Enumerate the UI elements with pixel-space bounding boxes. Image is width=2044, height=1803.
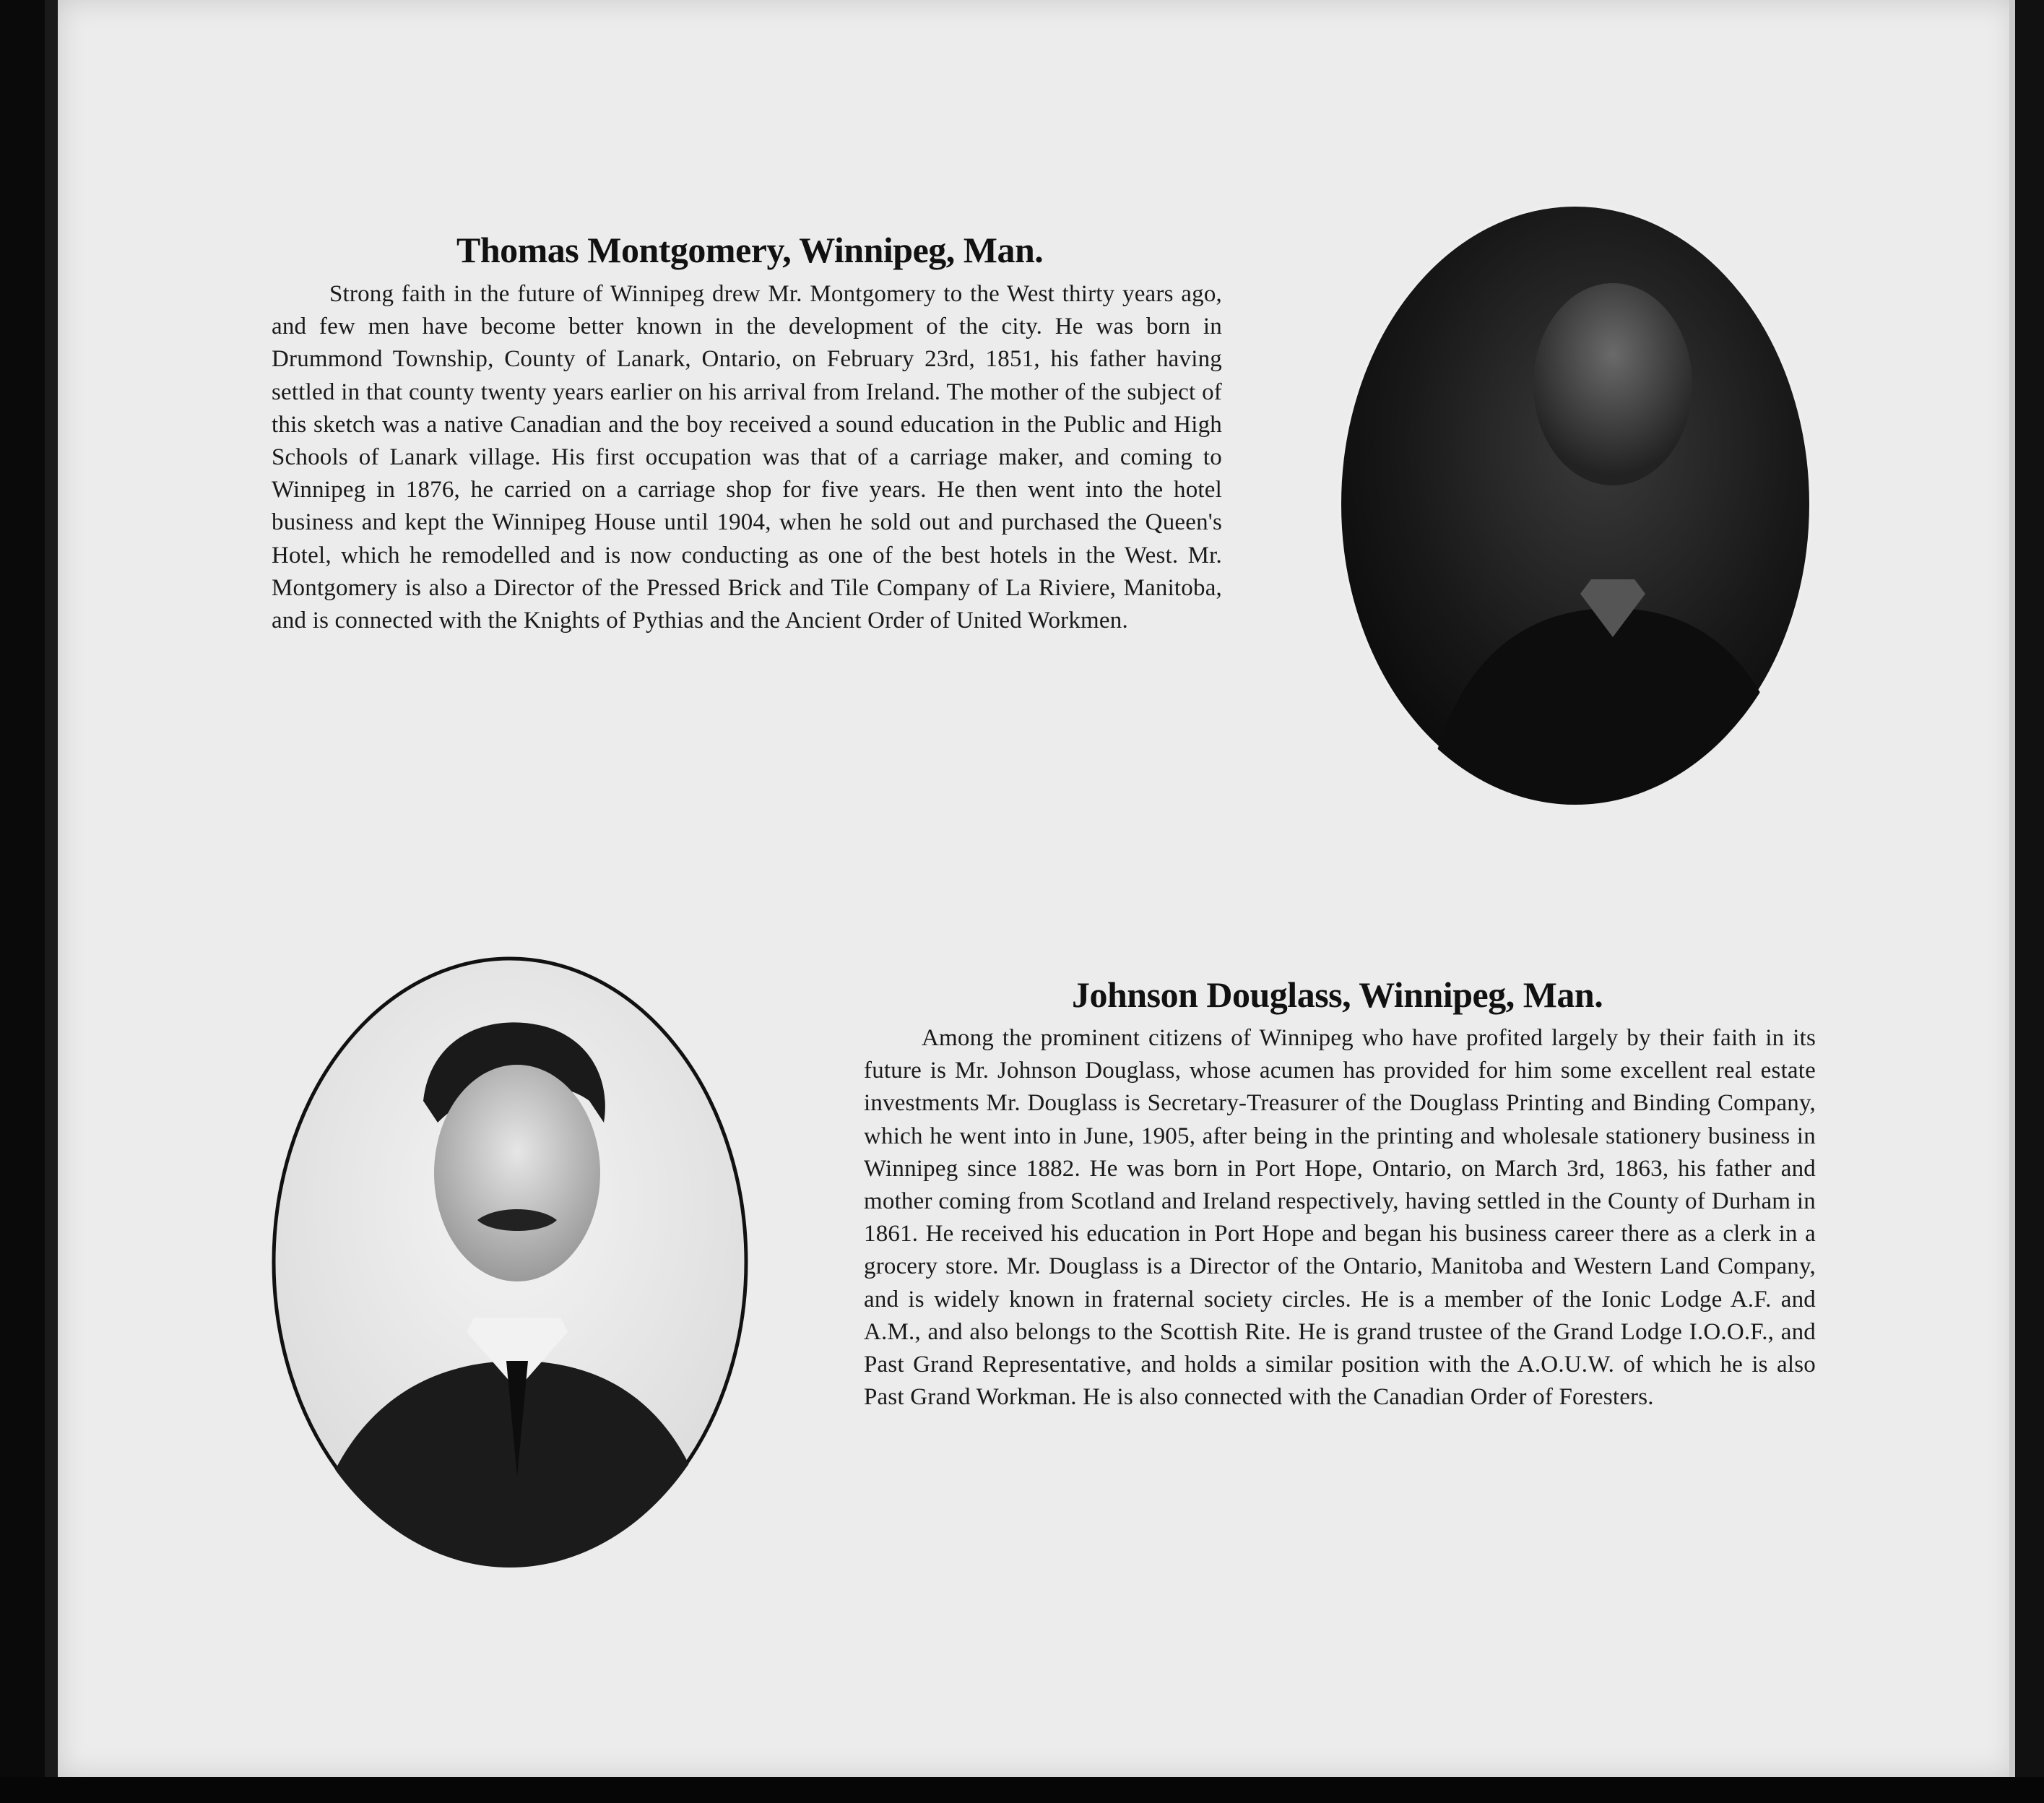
portrait-johnson-douglass bbox=[272, 956, 748, 1568]
portrait-thomas-montgomery bbox=[1338, 204, 1812, 805]
article-body-douglass: Among the prominent citizens of Winnipeg who have profited largely by their faith in its future is Mr. Johnson Douglass, whose acumen has provided for him some excellent real estate investments Mr. Douglass is Secretary-Treasurer of the Douglass Printing and Binding Company, which he went into in June, 1905, after being in the printing and wholesale stationery business in Winnipeg since 1882. He was born in Port Hope, Ontario, on March 3rd, 1863, his father and mother coming from Scotland and Ireland respectively, having settled in the County of Durham in 1861. He received his education in Port Hope and began his business career there as a clerk in a grocery store. Mr. Douglass is a Director of the Ontario, Manitoba and Western Land Company, and is widely known in fraternal society circles. He is a member of the Ionic Lodge A.F. and A.M., and also belongs to the Scottish Rite. He is grand trustee of the Grand Lodge I.O.O.F., and Past Grand Representative, and holds a similar position with the A.O.U.W. of which he is also Past Grand Workman. He is also connected with the Canadian Order of Foresters. bbox=[864, 1025, 1816, 1411]
bottom-edge bbox=[0, 1777, 2044, 1803]
article-title-montgomery: Thomas Montgomery, Winnipeg, Man. bbox=[456, 230, 1044, 270]
article-body-montgomery: Strong faith in the future of Winnipeg drew Mr. Montgomery to the West thirty years ago, and few men have become better known in the development of the city. He was born in Drummond Township, County of Lanark, Ontario, on February 23rd, 1851, his father having settled in that county twenty years earlier on his arrival from Ireland. The mother of the subject of this sketch was a native Canadian and the boy received a sound education in the Public and High Schools of Lanark village. His first occupation was that of a carriage maker, and coming to Winnipeg in 1876, he carried on a carriage shop for five years. He then went into the hotel business and kept the Winnipeg House until 1904, when he sold out and purchased the Queen's Hotel, which he remodelled and is now conducting as one of the best hotels in the West. Mr. Montgomery is also a Director of the Pressed Brick and Tile Company of La Riviere, Manitoba, and is connected with the Knights of Pythias and the Ancient Order of United Workmen. bbox=[272, 281, 1222, 634]
binding-edge bbox=[45, 0, 58, 1777]
background-edge bbox=[2015, 0, 2044, 1803]
article-title-douglass: Johnson Douglass, Winnipeg, Man. bbox=[1072, 974, 1603, 1015]
